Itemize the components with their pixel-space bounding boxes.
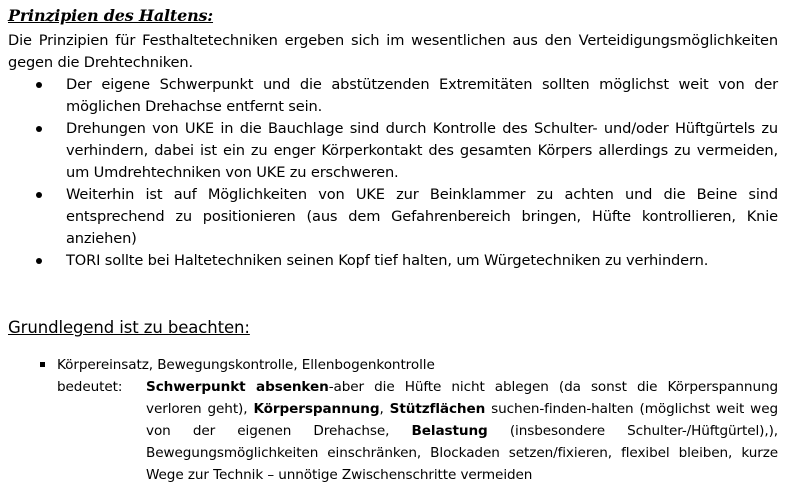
section-title-prinzipien: Prinzipien des Haltens: — [8, 6, 214, 25]
list-item-text: Der eigene Schwerpunkt und die abstützenden Extremitäten sollten möglichst weit von der möglichen Drehachse entfernt sein. — [66, 76, 778, 115]
list-item — [8, 118, 778, 184]
bullet-icon — [36, 82, 42, 88]
list-item-text: Körpereinsatz, Bewegungskontrolle, Ellenbogenkontrolle — [57, 357, 435, 373]
basics-list — [8, 354, 778, 376]
definition-fragment: (insbesondere Schulter-/Hüftgürtel),), Bewegungsmöglichkeiten einschränken, Blockaden setzen/fixieren, flexibel bleiben, kurze Wege zur Technik – unnötige Zwischenschritte vermeiden — [146, 423, 778, 483]
list-item-text: Drehungen von UKE in die Bauchlage sind durch Kontrolle des Schulter- und/oder Hüftgürtels zu verhindern, dabei ist ein zu enger Körperkontakt des gesamten Körpers allerdings zu vermeiden, um Umdrehtechniken von UKE zu erschweren. — [66, 120, 778, 181]
bold-term: Belastung — [411, 423, 488, 439]
bullet-icon — [36, 258, 42, 264]
document-page — [8, 4, 778, 486]
bold-term: Körperspannung — [253, 401, 380, 417]
intro-paragraph: Die Prinzipien für Festhaltetechniken ergeben sich im wesentlichen aus den Verteidigungsmöglichkeiten gegen die Drehtechniken. — [8, 32, 778, 71]
bold-term: Schwerpunkt absenken — [146, 379, 329, 395]
definition-fragment: suchen-finden-halten (möglichst weit weg von der eigenen Drehachse, — [146, 401, 778, 439]
definition-term: bedeutet: — [57, 379, 123, 395]
bullet-icon — [36, 126, 42, 132]
square-bullet-icon — [40, 362, 45, 367]
list-item — [8, 74, 778, 118]
list-item — [8, 354, 778, 376]
bullet-icon — [36, 192, 42, 198]
principles-list — [8, 74, 778, 272]
bold-term: Stützflächen — [389, 401, 486, 417]
list-item — [8, 250, 778, 272]
blank-space — [8, 272, 778, 316]
list-item-text: Weiterhin ist auf Möglichkeiten von UKE zur Beinklammer zu achten und die Beine sind entsprechend zu positionieren (aus dem Gefahrenbereich bringen, Hüfte kontrollieren, Knie anziehen) — [66, 186, 778, 247]
definition-row — [8, 376, 778, 486]
section-title-grundlegend: Grundlegend ist zu beachten: — [8, 318, 250, 337]
definition-fragment: -aber die Hüfte nicht ablegen (da sonst die Körperspannung verloren geht), — [146, 379, 778, 417]
definition-fragment: , — [379, 401, 390, 417]
list-item-text: TORI sollte bei Haltetechniken seinen Kopf tief halten, um Würgetechniken zu verhindern. — [66, 252, 709, 269]
definition-text — [146, 376, 778, 486]
list-item — [8, 184, 778, 250]
